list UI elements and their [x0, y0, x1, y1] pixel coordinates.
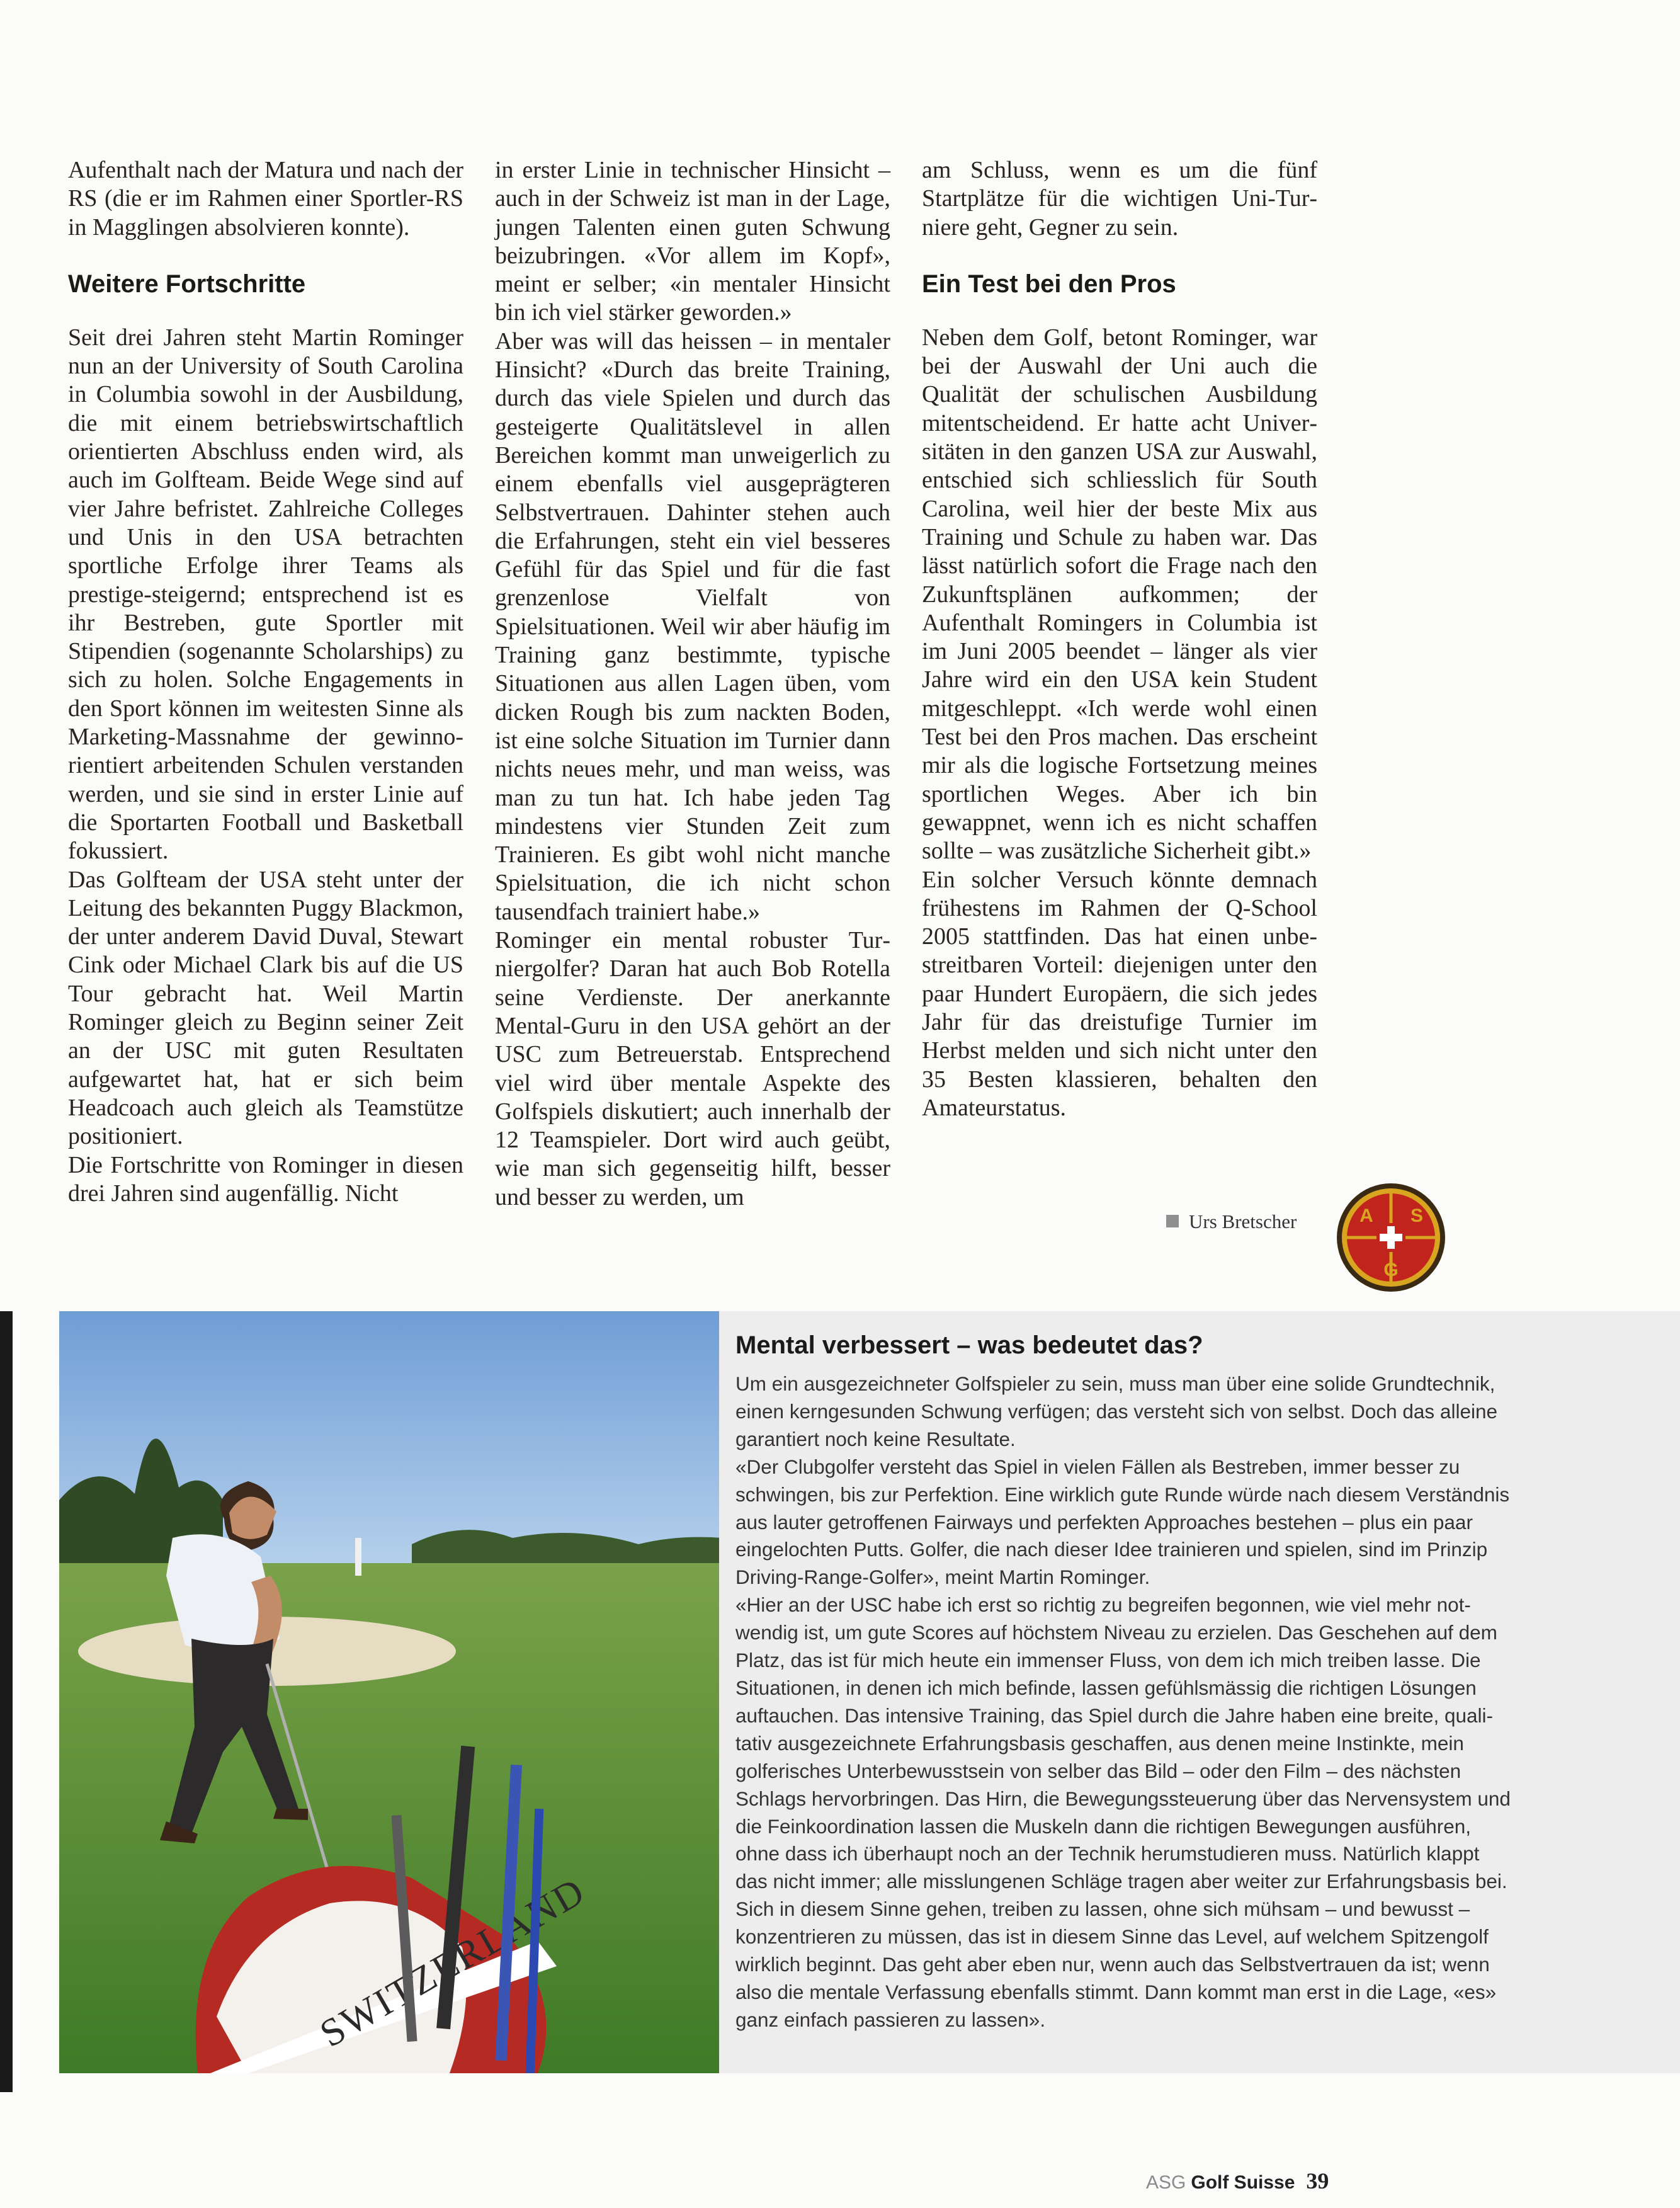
article-column-2	[495, 156, 890, 1212]
sidebar-box	[719, 1311, 1680, 2073]
col3-para-3: Ein solcher Versuch könnte demnach frühestens im Rahmen der Q-School 2005 stattfinden. Das hat einen unbestreitbaren Vorteil: diejenigen unter den paar Hundert Europäern, die sich jedes Jahr für das dreistufige Turnier im Herbst melden und sich nicht unter den 35 Besten klassieren, behalten den Amateurstatus.	[922, 866, 1317, 1121]
col1-para-4: Die Fortschritte von Rominger in diesen drei Jahren sind augenfällig. Nicht	[68, 1151, 463, 1207]
col2-para-3: Rominger ein mental robuster Turniergolfer? Daran hat auch Bob Rotella seine Verdienste. Der anerkannte Mental-Guru in den USA gehört an der USC zum Betreuerstab. Entsprechend viel wird über mentale Aspekte des Golfspiels diskutiert; auch innerhalb der 12 Teamspieler. Dort wird auch geübt, wie man sich gegenseitig hilft, besser und besser zu werden, um	[495, 927, 890, 1210]
byline-square-icon	[1166, 1215, 1179, 1227]
footer-brand: Golf Suisse	[1191, 2172, 1295, 2193]
article-column-1	[68, 156, 463, 1208]
sidebar-title: Mental verbessert – was bedeutet das?	[735, 1331, 1203, 1359]
section-heading-ein-test-bei-den-pros: Ein Test bei den Pros	[922, 270, 1176, 298]
page-footer	[1146, 2168, 1329, 2194]
author-byline	[1166, 1210, 1297, 1233]
page-edge-strip	[0, 1311, 13, 2092]
sidebar-para-1: Um ein ausgezeichneter Golfspieler zu sein, muss man über eine solide Grundtechnik, einen kerngesunden Schwung verfügen; das versteht sich von selbst. Doch das alleine garantiert noch keine Resultate.	[735, 1372, 1497, 1450]
sidebar-para-3: «Hier an der USC habe ich erst so richtig zu begreifen begonnen, wie viel mehr notwendig ist, um gute Scores auf höchstem Niveau zu erzielen. Das Geschehen auf dem Platz, das ist für mich heute ein immenser Fluss, von dem ich mich treiben lasse. Die Situationen, in denen ich mich befinde, lassen gefühlsmässig die richtigen Lösungen auftauchen. Das intensive Training, das Spiel durch die Jahre haben eine breite, qualitativ ausgezeichnete Erfahrungsbasis geschaffen, aus denen meine Instinkte, mein golferisches Unterbewusstsein von selber das Bild – oder den Film – des nächsten Schlags hervorbringen. Das Hirn, die Bewegungssteuerung über das Nervensystem und die Feinkoordination lassen die Muskeln dann die richtigen Bewegungen ausführen, ohne dass ich überhaupt noch an der Technik herumstudieren muss. Natürlich klappt das nicht immer; alle misslungenen Schläge tragen aber weiter zur Erfahrungsbasis bei. Sich in diesem Sinne gehen, treiben zu lassen, ohne sich mühsam – und bewusst – konzentrieren zu müssen, das ist in diesem Sinne das Level, auf welchem Spitzengolf wirklich beginnt. Das geht aber eben nur, wenn auch das Selbstvertrauen da ist; wenn also die mentale Verfassung ebenfalls stimmt. Dann kommt man erst in die Lage, «es» ganz einfach passieren zu lassen».	[735, 1593, 1511, 2031]
golfer-photo	[59, 1311, 749, 2073]
col3-para-2: Neben dem Golf, betont Rominger, war bei der Auswahl der Uni auch die Qualität der schulischen Ausbildung mitentscheidend. Er hatte acht Universitäten in den ganzen USA zur Auswahl, entschied sich schliesslich für South Carolina, weil hier der beste Mix aus Training und Schule zu haben war. Das lässt natürlich sofort die Frage nach den Zukunftsplänen aufkommen; der Aufenthalt Romingers in Columbia ist im Juni 2005 beendet – länger als vier Jahre wird ein den USA kein Student mitgeschleppt. «Ich werde wohl einen Test bei den Pros machen. Das erscheint mir als die logische Fortsetzung meines sportlichen Weges. Aber ich bin gewappnet, wenn ich es nicht schaffen sollte – was zusätzliche Sicherheit gibt.»	[922, 324, 1317, 865]
footer-asg: ASG	[1146, 2172, 1186, 2193]
article-column-3	[922, 156, 1317, 1122]
sidebar-para-2: «Der Clubgolfer versteht das Spiel in vielen Fällen als Bestreben, immer besser zu schwingen, bis zur Perfektion. Eine wirklich gute Runde würde nach diesem Verständnis aus lauter getroffenen Fairways und perfekten Approaches bestehen – plus ein paar eingelochten Putts. Golfer, die nach dieser Idee trainieren und spielen, sind im Prinzip Driving-Range-Golfer», meint Martin Rominger.	[735, 1455, 1510, 1589]
asg-crest-logo	[1335, 1181, 1447, 1294]
crest-letter-g: G	[1383, 1260, 1399, 1280]
section-heading-weitere-fortschritte: Weitere Fortschritte	[68, 270, 306, 298]
col2-para-1: in erster Linie in technischer Hinsicht – auch in der Schweiz ist man in der Lage, jungen Talenten einen guten Schwung beizubringen. «Vor allem im Kopf», meint er selber; «in mentaler Hinsicht bin ich viel stärker geworden.»	[495, 157, 890, 326]
author-name: Urs Bretscher	[1189, 1210, 1297, 1232]
col2-para-2: Aber was will das heissen – in mentaler Hinsicht? «Durch das breite Training, durch das viele Spielen und durch das gesteigerte Qualitätslevel in allen Bereichen kommt man unweigerlich zu einem ebenfalls viel ausgeprägteren Selbstvertrauen. Dahinter stehen auch die Erfahrungen, steht ein viel besseres Gefühl für das Spiel und für die fast grenzenlose Vielfalt von Spielsituationen. Weil wir aber häufig im Training ganz bestimmte, typische Situationen aus allen Lagen üben, vom dicken Rough bis zum nackten Boden, ist eine solche Situation im Turnier dann nichts neues mehr, und man weiss, was man zu tun hat. Ich habe jeden Tag mindestens vier Stunden Zeit zum Trainieren. Es gibt wohl nicht manche Spielsituation, die ich nicht schon tausendfach trainiert habe.»	[495, 327, 890, 925]
crest-letter-a: A	[1359, 1205, 1373, 1226]
col1-para-2: Seit drei Jahren steht Martin Rominger nun an der University of South Carolina in Columbia sowohl in der Ausbildung, die mit einem betriebswirtschaftlich orientierten Abschluss enden wird, als auch im Golfteam. Beide Wege sind auf vier Jahre befristet. Zahlreiche Colleges und Unis in den USA betrachten sportliche Erfolge ihrer Teams als prestige-steigernd; entsprechend ist es ihr Bestreben, gute Sportler mit Stipendien (sogenannte Scholarships) zu sich zu holen. Solche Engagements in den Sport können im weitesten Sinne als Marketing-Massnahme der gewinnorientiert arbeitenden Schulen verstanden werden, und sie sind in erster Linie auf die Sportarten Football und Basketball fokussiert.	[68, 324, 463, 865]
crest-letter-s: S	[1410, 1205, 1424, 1226]
col1-para-3: Das Golfteam der USA steht unter der Leitung des bekannten Puggy Blackmon, der unter anderem David Duval, Stewart Cink oder Michael Clark bis auf die US Tour gebracht hat. Weil Martin Rominger gleich zu Beginn seiner Zeit an der USC mit guten Resultaten aufgewartet hat, hat er sich beim Headcoach auch gleich als Teamstütze positioniert.	[68, 866, 463, 1150]
col3-para-1: am Schluss, wenn es um die fünf Startplätze für die wichtigen Uni-Turniere geht, Gegner zu sein.	[922, 157, 1317, 241]
col1-para-1: Aufenthalt nach der Matura und nach der RS (die er im Rahmen einer Sportler-RS in Magglingen absolvieren konnte).	[68, 157, 463, 241]
page-number: 39	[1306, 2168, 1329, 2194]
